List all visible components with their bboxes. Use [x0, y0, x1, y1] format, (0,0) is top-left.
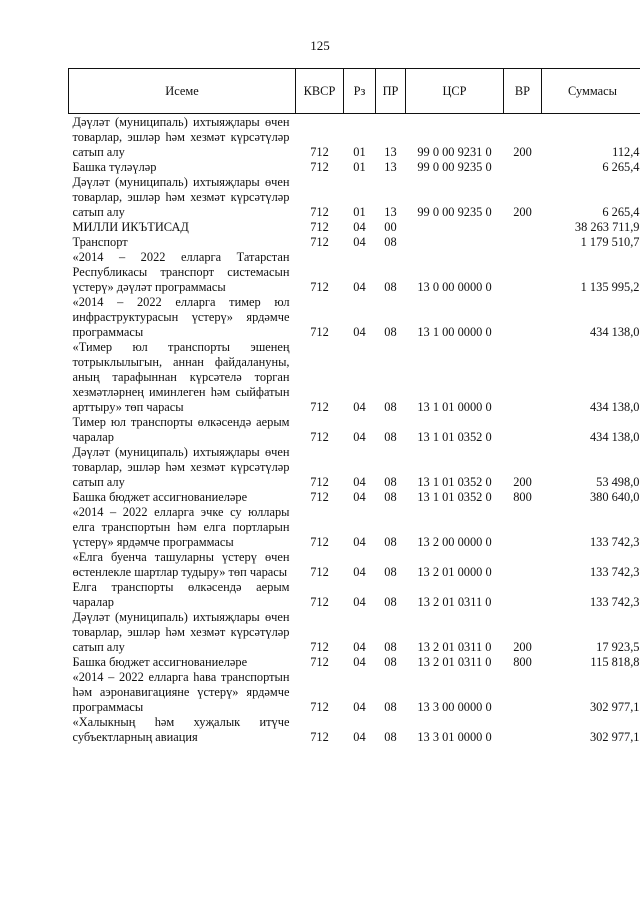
row-name: МИЛЛИ ИКЪТИСАД: [72, 220, 189, 234]
row-kvsr: 712: [310, 595, 329, 609]
row-kvsr: 712: [310, 430, 329, 444]
row-name: Елга транспорты өлкәсендә аерым чаралар: [72, 580, 290, 609]
row-name: Башка бюджет ассигнованиеләре: [72, 655, 248, 669]
row-rz: 04: [353, 595, 366, 609]
row-rz: 04: [353, 640, 366, 654]
row-name: Дәүләт (муниципаль) ихтыяҗлары өчен товарлар, эшләр һәм хезмәт күрсәтүләр сатып алу: [72, 115, 290, 159]
row-kvsr: 712: [310, 220, 329, 234]
row-sum: 17 923,5: [596, 640, 640, 654]
row-name: «Елга буенча ташуларны үстерү өчен өстенлекле шартлар тудыру» төп чарасы: [72, 550, 290, 579]
row-sum: 434 138,0: [589, 400, 640, 414]
row-csr: 13 0 00 0000 0: [417, 280, 492, 294]
row-pr: 08: [384, 730, 397, 744]
table-row: [69, 505, 640, 550]
row-rz: 04: [353, 430, 366, 444]
table-row: [69, 415, 640, 445]
row-rz: 04: [353, 700, 366, 714]
row-rz: 04: [353, 235, 366, 249]
table-row: [69, 250, 640, 295]
row-kvsr: 712: [310, 655, 329, 669]
row-kvsr: 712: [310, 235, 329, 249]
header-csr: ЦСР: [406, 69, 504, 114]
row-name: «Тимер юл транспорты эшенең тотрыклылыгын, аннан файдалануны, аның тарафыннан күрсәтелә торган хезмәтләрнең иминлеген һәм сыйфатын арттыру» төп чарасы: [72, 340, 290, 414]
row-pr: 13: [384, 205, 397, 219]
row-csr: 13 2 01 0311 0: [417, 640, 492, 654]
table-row: [69, 655, 640, 670]
row-kvsr: 712: [310, 700, 329, 714]
row-vr: [504, 220, 542, 235]
table-row: [69, 715, 640, 745]
row-rz: 01: [353, 205, 366, 219]
table-row: [69, 670, 640, 715]
row-csr: [406, 235, 504, 250]
row-vr: [504, 250, 542, 295]
row-name: Тимер юл транспорты өлкәсендә аерым чаралар: [72, 415, 290, 444]
row-pr: 08: [384, 655, 397, 669]
row-vr: [504, 415, 542, 445]
row-rz: 04: [353, 535, 366, 549]
row-sum: 133 742,3: [589, 535, 640, 549]
row-kvsr: 712: [310, 325, 329, 339]
table-row: [69, 580, 640, 610]
row-csr: 13 2 00 0000 0: [417, 535, 492, 549]
header-name: Исеме: [69, 69, 296, 114]
row-name: «2014 – 2022 елларга тимер юл инфраструктурасын үстерү» ярдәмче программасы: [72, 295, 290, 339]
row-csr: 13 3 00 0000 0: [417, 700, 492, 714]
row-sum: 1 179 510,7: [580, 235, 640, 249]
row-vr: [504, 340, 542, 415]
row-rz: 04: [353, 565, 366, 579]
row-csr: 99 0 00 9235 0: [417, 205, 492, 219]
header-rz: Рз: [344, 69, 376, 114]
row-csr: 13 1 01 0352 0: [417, 475, 492, 489]
row-sum: 6 265,4: [602, 160, 640, 174]
row-vr: [504, 505, 542, 550]
row-name: Дәүләт (муниципаль) ихтыяҗлары өчен товарлар, эшләр һәм хезмәт күрсәтүләр сатып алу: [72, 445, 290, 489]
row-vr: [504, 295, 542, 340]
row-kvsr: 712: [310, 640, 329, 654]
row-vr: [504, 670, 542, 715]
row-pr: 08: [384, 490, 397, 504]
row-vr: [504, 550, 542, 580]
row-pr: 08: [384, 280, 397, 294]
row-sum: 112,4: [612, 145, 640, 159]
table-row: [69, 114, 640, 161]
row-kvsr: 712: [310, 160, 329, 174]
row-csr: 99 0 00 9235 0: [417, 160, 492, 174]
row-name: Дәүләт (муниципаль) ихтыяҗлары өчен товарлар, эшләр һәм хезмәт күрсәтүләр сатып алу: [72, 610, 290, 654]
row-kvsr: 712: [310, 475, 329, 489]
row-rz: 04: [353, 475, 366, 489]
row-kvsr: 712: [310, 730, 329, 744]
header-kvsr: КВСР: [296, 69, 344, 114]
row-rz: 04: [353, 730, 366, 744]
row-csr: 13 1 01 0352 0: [417, 490, 492, 504]
row-pr: 08: [384, 565, 397, 579]
table-header-row: [69, 69, 640, 114]
budget-table: [68, 68, 640, 745]
row-kvsr: 712: [310, 145, 329, 159]
row-name: Транспорт: [72, 235, 128, 249]
row-vr: 200: [513, 205, 532, 219]
row-rz: 01: [353, 145, 366, 159]
row-vr: 200: [513, 145, 532, 159]
row-sum: 53 498,0: [596, 475, 640, 489]
row-sum: 302 977,1: [589, 730, 640, 744]
row-kvsr: 712: [310, 490, 329, 504]
row-sum: 434 138,0: [589, 325, 640, 339]
row-name: «2014 – 2022 елларга һава транспортын һәм аэронавигацияне үстерү» ярдәмче программасы: [72, 670, 290, 714]
row-vr: 800: [513, 490, 532, 504]
row-pr: 08: [384, 400, 397, 414]
row-sum: 380 640,0: [589, 490, 640, 504]
row-rz: 04: [353, 280, 366, 294]
row-pr: 13: [384, 145, 397, 159]
row-vr: 800: [513, 655, 532, 669]
row-csr: 13 1 00 0000 0: [417, 325, 492, 339]
row-sum: 434 138,0: [589, 430, 640, 444]
row-kvsr: 712: [310, 400, 329, 414]
row-csr: [406, 220, 504, 235]
row-kvsr: 712: [310, 535, 329, 549]
row-name: «2014 – 2022 елларга эчке су юллары елга транспортын һәм елга портларын үстерү» ярдәмче программасы: [72, 505, 290, 549]
page-number: 125: [310, 38, 330, 53]
row-pr: 08: [384, 700, 397, 714]
row-name: Дәүләт (муниципаль) ихтыяҗлары өчен товарлар, эшләр һәм хезмәт күрсәтүләр сатып алу: [72, 175, 290, 219]
row-rz: 04: [353, 490, 366, 504]
row-vr: 200: [513, 475, 532, 489]
row-pr: 00: [384, 220, 397, 234]
table-row: [69, 220, 640, 235]
row-vr: [504, 160, 542, 175]
table-row: [69, 550, 640, 580]
row-csr: 13 2 01 0311 0: [417, 595, 492, 609]
row-csr: 13 2 01 0000 0: [417, 565, 492, 579]
row-vr: [504, 235, 542, 250]
row-csr: 99 0 00 9231 0: [417, 145, 492, 159]
row-name: «2014 – 2022 елларга Татарстан Республикасы транспорт системасын үстерү» дәүләт программасы: [72, 250, 290, 294]
table-row: [69, 610, 640, 655]
row-csr: 13 2 01 0311 0: [417, 655, 492, 669]
row-pr: 08: [384, 430, 397, 444]
row-csr: 13 1 01 0000 0: [417, 400, 492, 414]
row-csr: 13 3 01 0000 0: [417, 730, 492, 744]
row-sum: 133 742,3: [589, 565, 640, 579]
row-sum: 6 265,4: [602, 205, 640, 219]
row-rz: 04: [353, 220, 366, 234]
row-pr: 08: [384, 235, 397, 249]
row-name: «Халыкның һәм хуҗалык итүче субъектларның авиация: [72, 715, 290, 744]
row-sum: 133 742,3: [589, 595, 640, 609]
row-rz: 04: [353, 400, 366, 414]
table-row: [69, 175, 640, 220]
row-name: Башка түләүләр: [72, 160, 157, 174]
table-row: [69, 295, 640, 340]
row-rz: 04: [353, 325, 366, 339]
row-sum: 115 818,8: [590, 655, 640, 669]
table-row: [69, 340, 640, 415]
row-pr: 08: [384, 325, 397, 339]
row-kvsr: 712: [310, 565, 329, 579]
table-row: [69, 490, 640, 505]
row-sum: 302 977,1: [589, 700, 640, 714]
row-name: Башка бюджет ассигнованиеләре: [72, 490, 248, 504]
header-pr: ПР: [376, 69, 406, 114]
row-kvsr: 712: [310, 280, 329, 294]
row-csr: 13 1 01 0352 0: [417, 430, 492, 444]
row-pr: 08: [384, 595, 397, 609]
row-pr: 08: [384, 640, 397, 654]
table-row: [69, 235, 640, 250]
row-pr: 08: [384, 475, 397, 489]
row-kvsr: 712: [310, 205, 329, 219]
row-rz: 04: [353, 655, 366, 669]
header-vr: ВР: [504, 69, 542, 114]
row-pr: 13: [384, 160, 397, 174]
row-pr: 08: [384, 535, 397, 549]
row-sum: 1 135 995,2: [580, 280, 640, 294]
row-vr: [504, 580, 542, 610]
row-vr: 200: [513, 640, 532, 654]
row-rz: 01: [353, 160, 366, 174]
table-row: [69, 445, 640, 490]
row-vr: [504, 715, 542, 745]
table-row: [69, 160, 640, 175]
row-sum: 38 263 711,9: [574, 220, 640, 234]
header-sum: Суммасы: [542, 69, 640, 114]
